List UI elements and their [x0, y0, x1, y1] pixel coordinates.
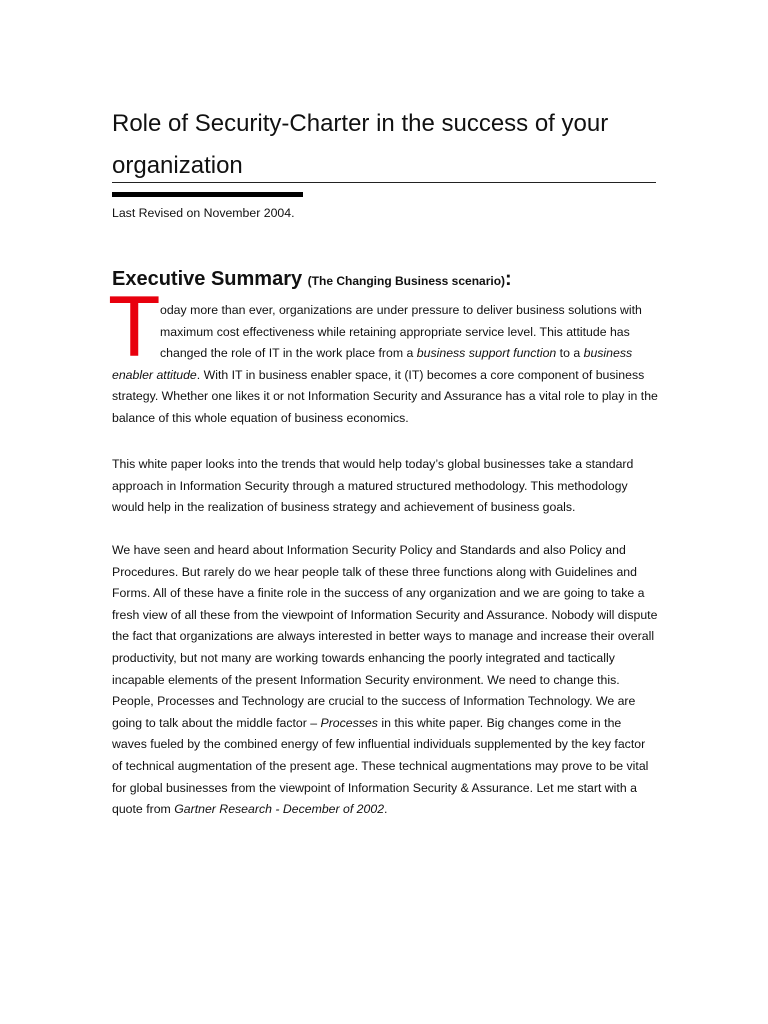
drop-cap: T [108, 279, 161, 375]
section-heading-colon: : [505, 268, 512, 290]
paragraph-3-text-1: We have seen and heard about Information Security Policy and Standards and also Policy and Procedures. But rarely do we hear people talk of these three functions along with Guidelines and Forms. All of these have a finite role in the success of any organization and we are going to take a fresh view of all these from the viewpoint of Information Security and Assurance. Nobody will dispute the fact that organizations are always interested in better ways to manage and increase their overall productivity, but not many are working towards enhancing the poorly integrated and tactically incapable elements of the present Information Security environment. We need to change this. People, Processes and Technology are crucial to the success of Information Technology. We are going to talk about the middle factor – [112, 543, 658, 730]
intro-text-2: to a [556, 346, 584, 361]
paragraph-3-italic-2: Gartner Research - December of 2002 [174, 802, 385, 817]
paragraph-3-italic-1: Processes [320, 715, 378, 730]
section-subheading: (The Changing Business scenario) [307, 274, 506, 288]
document-title: Role of Security-Charter in the success of your organization [112, 110, 609, 179]
section-heading-title: Executive Summary [112, 268, 303, 290]
intro-italic-1: business support function [416, 346, 557, 361]
title-accent-bar [112, 192, 303, 197]
last-revised-date: Last Revised on November 2004. [112, 206, 295, 220]
intro-italic-2: business enabler attitude [112, 346, 633, 382]
paragraph-3-text-3: . [384, 802, 388, 817]
title-divider [112, 182, 656, 183]
paragraph-3 [112, 540, 658, 821]
intro-text-3: . With IT in business enabler space, it (IT) becomes a core component of business strategy. Whether one likes it or not Information Security and Assurance has a vital role to play in the balance of this whole equation of business economics. [112, 367, 658, 425]
paragraph-3-text-2: in this white paper. Big changes come in the waves fueled by the combined energy of few influential individuals supplemented by the key factor of technical augmentation of the present age. These technical augmentations may prove to be vital for global businesses from the viewpoint of Information Security & Assurance. Let me start with a quote from [112, 715, 649, 817]
intro-text-1: oday more than ever, organizations are under pressure to deliver business solutions with maximum cost effectiveness while retaining appropriate service level. This attitude has changed the role of IT in the work place from a [160, 303, 642, 361]
section-heading [112, 266, 512, 294]
paragraph-2: This white paper looks into the trends that would help today’s global businesses take a standard approach in Information Security through a matured structured methodology. This methodology would help in the realization of business strategy and achievement of business goals. [112, 457, 634, 515]
